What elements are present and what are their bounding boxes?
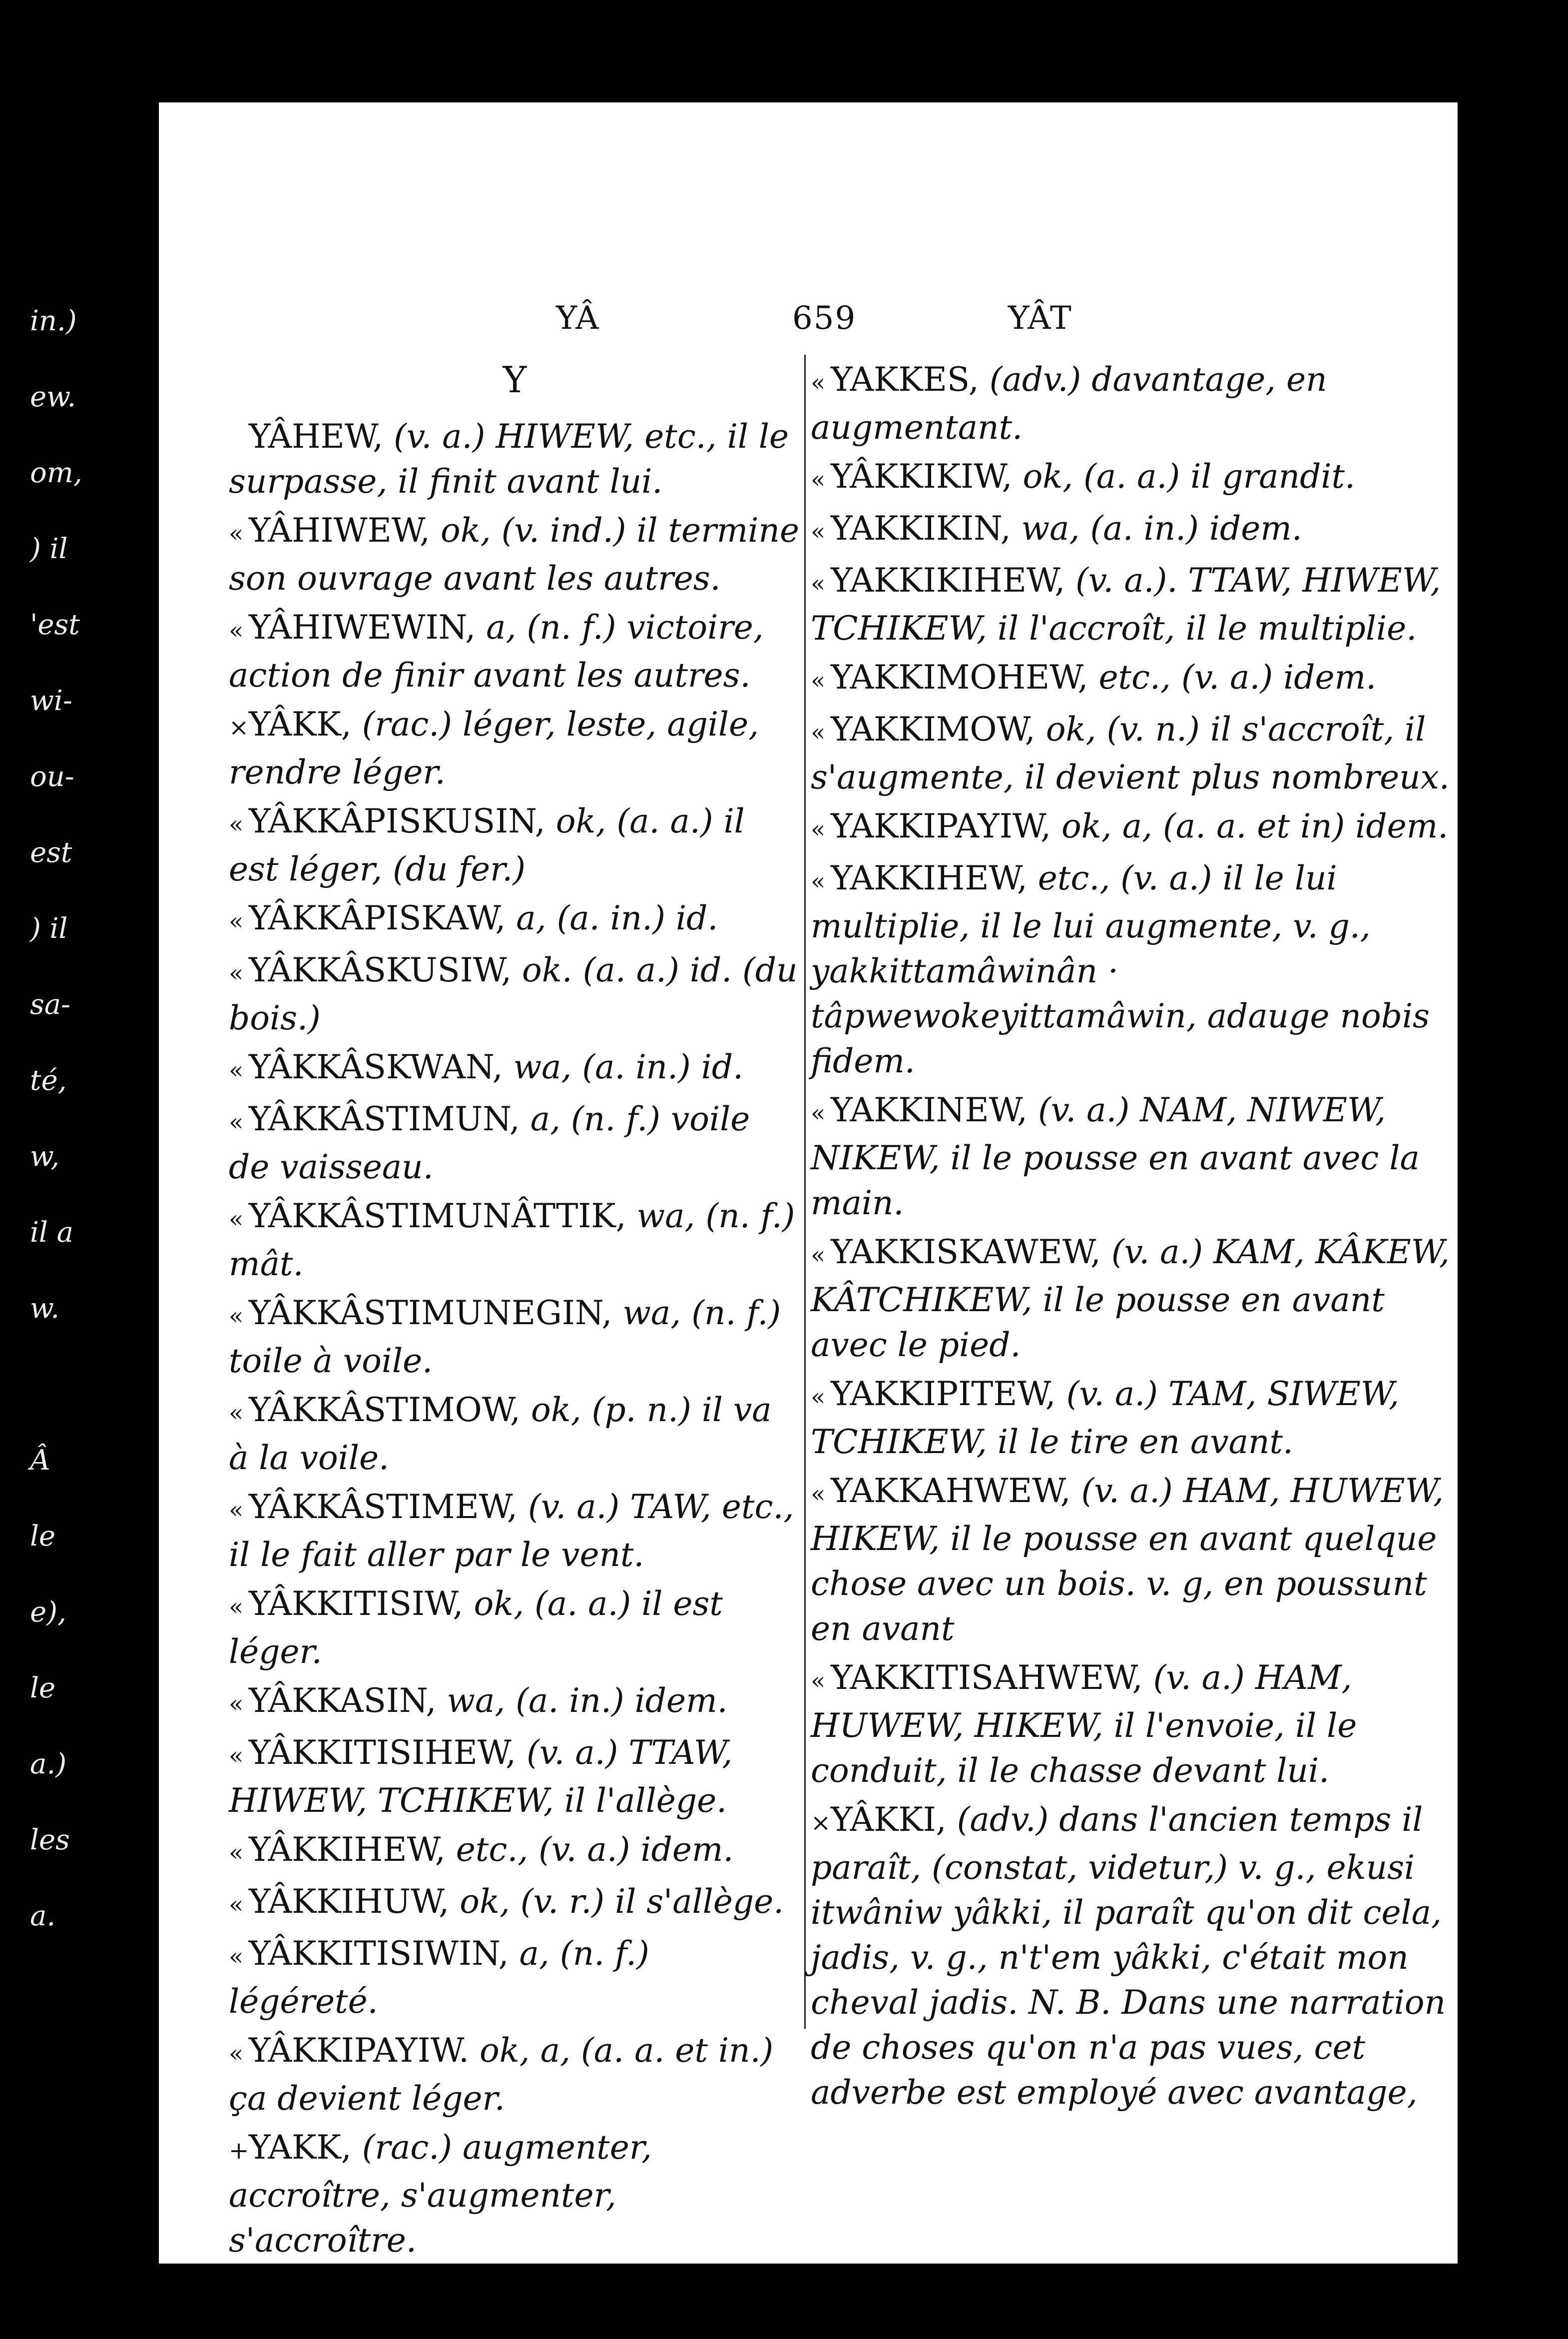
- margin-fragment: est: [30, 836, 72, 869]
- headword: YAKKIPAYIW,: [831, 807, 1062, 845]
- margin-fragment: a.: [30, 1900, 56, 1932]
- dictionary-entry: [811, 1372, 1458, 1465]
- definition: ok, (v. ind.) il termine son ouvrage avant les autres.: [229, 511, 800, 598]
- entry-mark: «: [229, 1302, 244, 1330]
- definition: etc., (v. a.) idem.: [456, 1830, 734, 1869]
- dictionary-page: [159, 102, 1458, 2264]
- headword: YAKKINEW,: [831, 1091, 1038, 1129]
- entry-mark: «: [811, 1667, 826, 1695]
- dictionary-entry: [229, 1931, 801, 2024]
- headword: YAKKIKIHEW,: [831, 561, 1076, 600]
- entry-mark: «: [229, 617, 244, 645]
- headword: YAKKIHEW,: [831, 859, 1038, 897]
- margin-fragment: e),: [30, 1596, 66, 1628]
- previous-page-margin: [20, 305, 160, 2029]
- margin-fragment: om,: [30, 457, 82, 489]
- margin-fragment: sa-: [30, 988, 71, 1021]
- headword: YAKKIMOHEW,: [831, 658, 1099, 697]
- headword: YAKKIMOW,: [831, 710, 1046, 749]
- entry-mark: «: [811, 667, 826, 695]
- entry-mark: «: [229, 1742, 244, 1770]
- margin-fragment: w,: [30, 1140, 60, 1173]
- definition: (v. a.) TAW, etc., il le fait aller par le vent.: [229, 1488, 794, 1574]
- dictionary-entry: [229, 605, 801, 698]
- entry-mark: «: [229, 1690, 244, 1718]
- margin-fragment: ew.: [30, 381, 76, 413]
- dictionary-entry: [229, 1879, 801, 1927]
- entry-mark: «: [811, 1241, 826, 1269]
- dictionary-entry: [229, 1291, 801, 1384]
- definition: wa, (a. in.) id.: [513, 1048, 744, 1086]
- headword: YÂHEW,: [249, 417, 394, 456]
- headword: YÂKKIPAYIW.: [249, 2031, 480, 2070]
- entry-mark: «: [229, 1108, 244, 1136]
- definition: (v. a.) HAM, HUWEW, HIKEW, il l'envoie, il le conduit, il le chasse devant lui.: [811, 1658, 1357, 1790]
- dictionary-entry: [229, 1581, 801, 1674]
- dictionary-entry: [229, 702, 801, 795]
- definition: ok, (p. n.) il va à la voile.: [229, 1391, 772, 1477]
- headword: YÂKKÂSTIMOW,: [249, 1391, 531, 1429]
- margin-fragment: ) il: [30, 912, 68, 945]
- definition: ok, (a. a.) il est léger, (du fer.): [229, 802, 745, 888]
- dictionary-entry: [811, 1469, 1458, 1651]
- headword: YÂKKASIN,: [249, 1681, 447, 1720]
- margin-fragment: le: [30, 1672, 56, 1704]
- headword: YÂKK,: [249, 705, 362, 744]
- dictionary-entry: [811, 1655, 1458, 1793]
- definition: a, (a. in.) id.: [516, 899, 718, 937]
- definition: a, (n. f.) voile de vaisseau.: [229, 1100, 750, 1186]
- definition: ok, (a. a.) il est léger.: [229, 1584, 723, 1671]
- margin-fragment: a.): [30, 1748, 67, 1780]
- definition: (v. a.) NAM, NIWEW, NIKEW, il le pousse en avant avec la main.: [811, 1091, 1420, 1222]
- dictionary-entry: [229, 1485, 801, 1577]
- headword: YÂKKÂSKUSIW,: [249, 951, 523, 989]
- entry-mark: «: [229, 1943, 244, 1971]
- dictionary-entry: [229, 1194, 801, 1287]
- entry-mark: «: [811, 867, 826, 895]
- definition: a, (n. f.) légéreté.: [229, 1934, 649, 2021]
- entry-mark: «: [811, 815, 826, 843]
- headword: YÂKKÂSTIMEW,: [249, 1488, 528, 1526]
- headword: YAKKITISAHWEW,: [831, 1658, 1153, 1697]
- dictionary-entry: [229, 896, 801, 944]
- headword: YÂKKITISIWIN,: [249, 1934, 520, 1973]
- headword: YÂHIWEW,: [249, 511, 441, 550]
- definition: wa, (a. in.) idem.: [447, 1681, 728, 1720]
- headword: YÂKKÂSTIMUN,: [249, 1100, 530, 1138]
- definition: (adv.) dans l'ancien temps il paraît, (constat, videtur,) v. g., ekusi itwâniw yâkki, il paraît qu'on dit cela, jadis, v. g., n't'em yâkki, c'était mon cheval jadis. N. B. Dans une narration de choses qu'on n'a pas vues, cet adverbe est employé avec avantage,: [811, 1800, 1446, 2112]
- entry-mark: «: [229, 1593, 244, 1621]
- margin-fragment: le: [30, 1520, 56, 1553]
- entry-mark: «: [811, 518, 826, 546]
- headword: YAKKIKIN,: [831, 509, 1022, 548]
- margin-fragment: té,: [30, 1064, 67, 1097]
- right-column: [811, 357, 1458, 2119]
- dictionary-entry: [811, 1797, 1458, 2115]
- definition: ok, (v. r.) il s'allège.: [460, 1882, 784, 1921]
- margin-fragment: les: [30, 1824, 70, 1856]
- definition: (v. a.) TAM, SIWEW, TCHIKEW, il le tire en avant.: [811, 1375, 1400, 1461]
- headword: YÂKKITISIHEW,: [249, 1733, 527, 1772]
- running-header-left: YÂ: [556, 300, 600, 337]
- definition: (adv.) davantage, en augmentant.: [811, 360, 1327, 447]
- section-letter: Y: [503, 359, 527, 401]
- page-number: 659: [792, 300, 857, 337]
- definition: wa, (n. f.) mât.: [229, 1197, 795, 1283]
- margin-fragment: w.: [30, 1292, 60, 1325]
- dictionary-entry: [811, 357, 1458, 450]
- entry-mark: «: [811, 719, 826, 747]
- headword: YÂKKÂPISKUSIN,: [249, 802, 556, 840]
- definition: (v. a.) TTAW, HIWEW, TCHIKEW, il l'allège.: [229, 1733, 733, 1820]
- headword: YAKKES,: [831, 360, 990, 399]
- headword: YAKKAHWEW,: [831, 1472, 1081, 1510]
- dictionary-entry: [811, 655, 1458, 703]
- right-entries: [811, 357, 1458, 2115]
- column-divider: [804, 355, 806, 2029]
- definition: (v. a.) KAM, KÂKEW, KÂTCHIKEW, il le pousse en avant avec le pied.: [811, 1233, 1450, 1364]
- margin-fragment: 'est: [30, 609, 80, 641]
- headword: YÂKKIHEW,: [249, 1830, 456, 1869]
- headword: YAKKISKAWEW,: [831, 1233, 1111, 1271]
- definition: (rac.) augmenter, accroître, s'augmenter, s'accroître.: [229, 2128, 652, 2260]
- dictionary-entry: [229, 1045, 801, 1093]
- headword: YAKK,: [249, 2128, 362, 2167]
- dictionary-entry: [811, 1230, 1458, 1368]
- entry-mark: «: [229, 1399, 244, 1427]
- margin-fragment: in.): [30, 305, 77, 337]
- left-entries: [229, 414, 801, 2263]
- definition: etc., (v. a.) il le lui multiplie, il le lui augmente, v. g., yakkittamâwinân · tâpwewokeyittamâwin, adauge nobis fidem.: [811, 859, 1430, 1080]
- margin-fragment: Â: [30, 1444, 50, 1477]
- definition: ok, (a. a.) il grandit.: [1023, 457, 1355, 496]
- margin-fragment: ou-: [30, 761, 74, 793]
- definition: wa, (n. f.) toile à voile.: [229, 1294, 781, 1380]
- entry-mark: «: [811, 369, 826, 397]
- headword: YÂKKÂPISKAW,: [249, 899, 517, 937]
- entry-mark: «: [229, 1056, 244, 1084]
- dictionary-entry: [229, 799, 801, 892]
- margin-fragment: il a: [30, 1216, 74, 1249]
- dictionary-entry: [811, 804, 1458, 852]
- entry-mark: «: [811, 570, 826, 598]
- dictionary-entry: [229, 2028, 801, 2121]
- dictionary-entry: [229, 1827, 801, 1875]
- dictionary-entry: [811, 558, 1458, 651]
- dictionary-entry: [229, 1678, 801, 1726]
- entry-mark: «: [229, 1839, 244, 1867]
- dictionary-entry: [811, 454, 1458, 502]
- entry-mark: «: [811, 1099, 826, 1127]
- definition: ok, a, (a. a. et in.) ça devient léger.: [229, 2031, 774, 2118]
- entry-mark: «: [229, 520, 244, 548]
- definition: ok. (a. a.) id. (du bois.): [229, 951, 798, 1037]
- headword: YÂKKÂSTIMUNEGIN,: [249, 1294, 623, 1332]
- entry-mark: «: [229, 959, 244, 987]
- dictionary-entry: [811, 506, 1458, 554]
- running-header-right: YÂT: [1008, 300, 1072, 337]
- definition: ok, a, (a. a. et in) idem.: [1061, 807, 1449, 845]
- dictionary-entry: [229, 414, 801, 504]
- headword: YÂKKÂSTIMUNÂTTIK,: [249, 1197, 637, 1235]
- dictionary-entry: [811, 856, 1458, 1084]
- definition: a, (n. f.) victoire, action de finir avant les autres.: [229, 608, 764, 695]
- definition: (v. a.) HIWEW, etc., il le surpasse, il finit avant lui.: [229, 417, 789, 501]
- entry-mark: +: [229, 2137, 249, 2165]
- margin-fragment: wi-: [30, 685, 72, 717]
- dictionary-entry: [229, 1388, 801, 1481]
- left-column: [229, 357, 801, 2264]
- dictionary-entry: [811, 707, 1458, 800]
- entry-mark: «: [811, 1383, 826, 1411]
- entry-mark: «: [811, 1480, 826, 1508]
- headword: YÂHIWEWIN,: [249, 608, 487, 647]
- definition: (v. a.). TTAW, HIWEW, TCHIKEW, il l'accroît, il le multiplie.: [811, 561, 1441, 648]
- headword: YÂKKITISIW,: [249, 1584, 474, 1623]
- margin-fragment: ) il: [30, 533, 68, 565]
- definition: ok, (v. n.) il s'accroît, il s'augmente, il devient plus nombreux.: [811, 710, 1450, 796]
- dictionary-entry: [229, 1097, 801, 1190]
- entry-mark: «: [811, 466, 826, 494]
- dictionary-entry: [811, 1088, 1458, 1226]
- headword: YÂKKI,: [831, 1800, 957, 1839]
- definition: wa, (a. in.) idem.: [1021, 509, 1302, 548]
- entry-mark: «: [229, 907, 244, 935]
- entry-mark: «: [229, 2040, 244, 2068]
- entry-mark: «: [229, 810, 244, 838]
- headword: YÂKKIHUW,: [249, 1882, 460, 1921]
- dictionary-entry: [229, 508, 801, 601]
- headword: YÂKKIKIW,: [831, 457, 1023, 496]
- entry-mark: «: [229, 1205, 244, 1233]
- dictionary-entry: [229, 948, 801, 1041]
- headword: YÂKKÂSKWAN,: [249, 1048, 514, 1086]
- entry-mark: «: [229, 1496, 244, 1524]
- dictionary-entry: [229, 2125, 801, 2263]
- entry-mark: ×: [229, 714, 249, 742]
- dictionary-entry: [229, 1730, 801, 1823]
- definition: etc., (v. a.) idem.: [1098, 658, 1377, 697]
- entry-mark: ×: [811, 1809, 831, 1837]
- definition: (rac.) léger, leste, agile, rendre léger.: [229, 705, 759, 791]
- definition: (v. a.) HAM, HUWEW, HIKEW, il le pousse en avant quelque chose avec un bois. v. g, en poussunt en avant: [811, 1472, 1444, 1648]
- entry-mark: «: [229, 1891, 244, 1919]
- headword: YAKKIPITEW,: [831, 1375, 1066, 1413]
